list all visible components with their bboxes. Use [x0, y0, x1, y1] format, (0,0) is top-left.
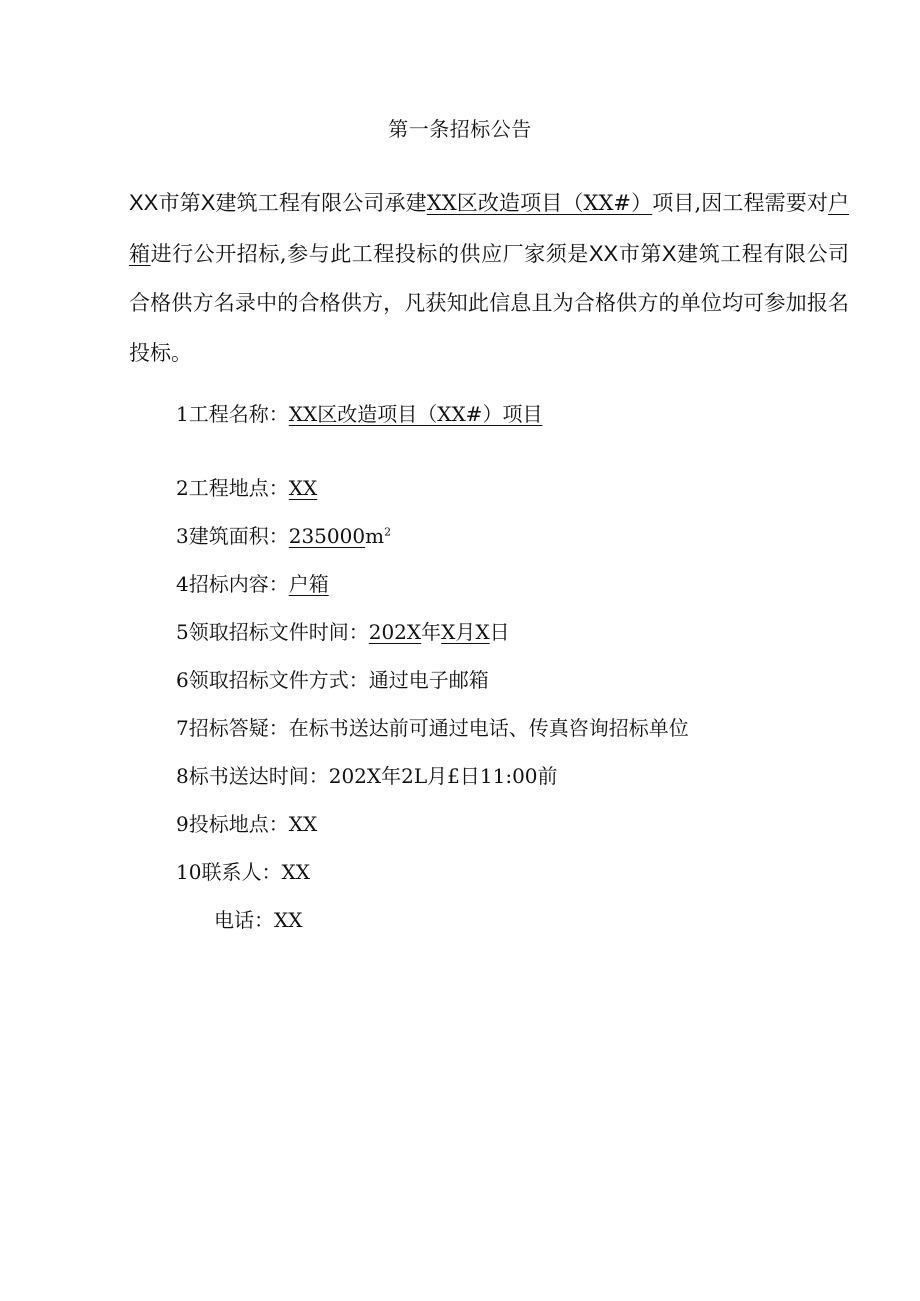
- intro-text-1: 市第: [158, 191, 201, 215]
- intro-text-5: 市第: [618, 241, 662, 266]
- item-contact: [176, 858, 310, 886]
- item-deadline: [176, 762, 558, 790]
- intro-text-4: 进行公开招标,参与此工程投标的供应厂家须是: [150, 241, 589, 266]
- item-value: 通过电子邮箱: [368, 668, 489, 692]
- doc-time-year: 202X: [368, 620, 422, 644]
- item-label: 6领取招标文件方式：: [176, 668, 369, 692]
- item-doc-time: [176, 618, 510, 646]
- project-name-underlined: XX区改造项目（XX#）: [426, 191, 653, 215]
- area-unit: m: [365, 524, 385, 548]
- item-label: 4招标内容：: [176, 572, 289, 596]
- item-area: [176, 522, 391, 550]
- item-qa: [176, 714, 689, 742]
- document-title: 第一条招标公告: [388, 117, 532, 141]
- doc-time-month: X: [441, 620, 456, 644]
- item-value: XX区改造项目（XX#）项目: [288, 402, 543, 426]
- item-value: XX: [281, 860, 310, 884]
- item-phone: [214, 906, 302, 934]
- item-value: 在标书送达前可通过电话、传真咨询招标单位: [288, 716, 689, 740]
- doc-time-year-unit: 年: [421, 620, 442, 644]
- doc-time-month-unit: 月: [455, 620, 476, 644]
- item-project-name: [176, 400, 542, 428]
- item-value: 202X年2L月£日11:00前: [328, 764, 558, 788]
- item-label: 1工程名称：: [176, 402, 289, 426]
- item-label: 3建筑面积：: [176, 524, 289, 548]
- item-value: XX: [274, 908, 303, 932]
- item-value: XX: [288, 812, 318, 836]
- item-label: 2工程地点：: [176, 476, 289, 500]
- item-label: 7招标答疑：: [176, 716, 289, 740]
- doc-time-day: X: [475, 620, 490, 644]
- company-number: X: [200, 190, 216, 215]
- area-unit-superscript: 2: [384, 525, 392, 539]
- item-doc-method: [176, 666, 489, 694]
- item-label: 9投标地点：: [176, 812, 289, 836]
- bid-content-underlined: 户箱: [129, 191, 849, 266]
- item-value: 235000: [288, 524, 366, 548]
- intro-text-6: 建筑工程有限公司合格供方名录中的合格供方，凡获知此信息且为合格供方的单位均可参加报名投标。: [129, 241, 850, 365]
- item-value: 户箱: [288, 572, 329, 596]
- item-value: XX: [288, 476, 318, 500]
- item-scope: [176, 570, 329, 598]
- company-number-2: X: [661, 240, 677, 266]
- item-location: [176, 474, 317, 502]
- intro-text-3: 项目,因工程需要对: [652, 191, 828, 215]
- intro-text-2: 建筑工程有限公司承建: [215, 191, 427, 215]
- item-label: 8标书送达时间：: [176, 764, 329, 788]
- item-bid-location: [176, 810, 317, 838]
- doc-time-day-unit: 日: [489, 620, 510, 644]
- item-label: 5领取招标文件时间：: [176, 620, 369, 644]
- company-name-2: XX: [588, 240, 619, 266]
- company-name: XX: [129, 190, 159, 215]
- item-label: 10联系人：: [176, 860, 282, 884]
- item-label: 电话：: [214, 908, 274, 932]
- intro-paragraph: [129, 178, 849, 378]
